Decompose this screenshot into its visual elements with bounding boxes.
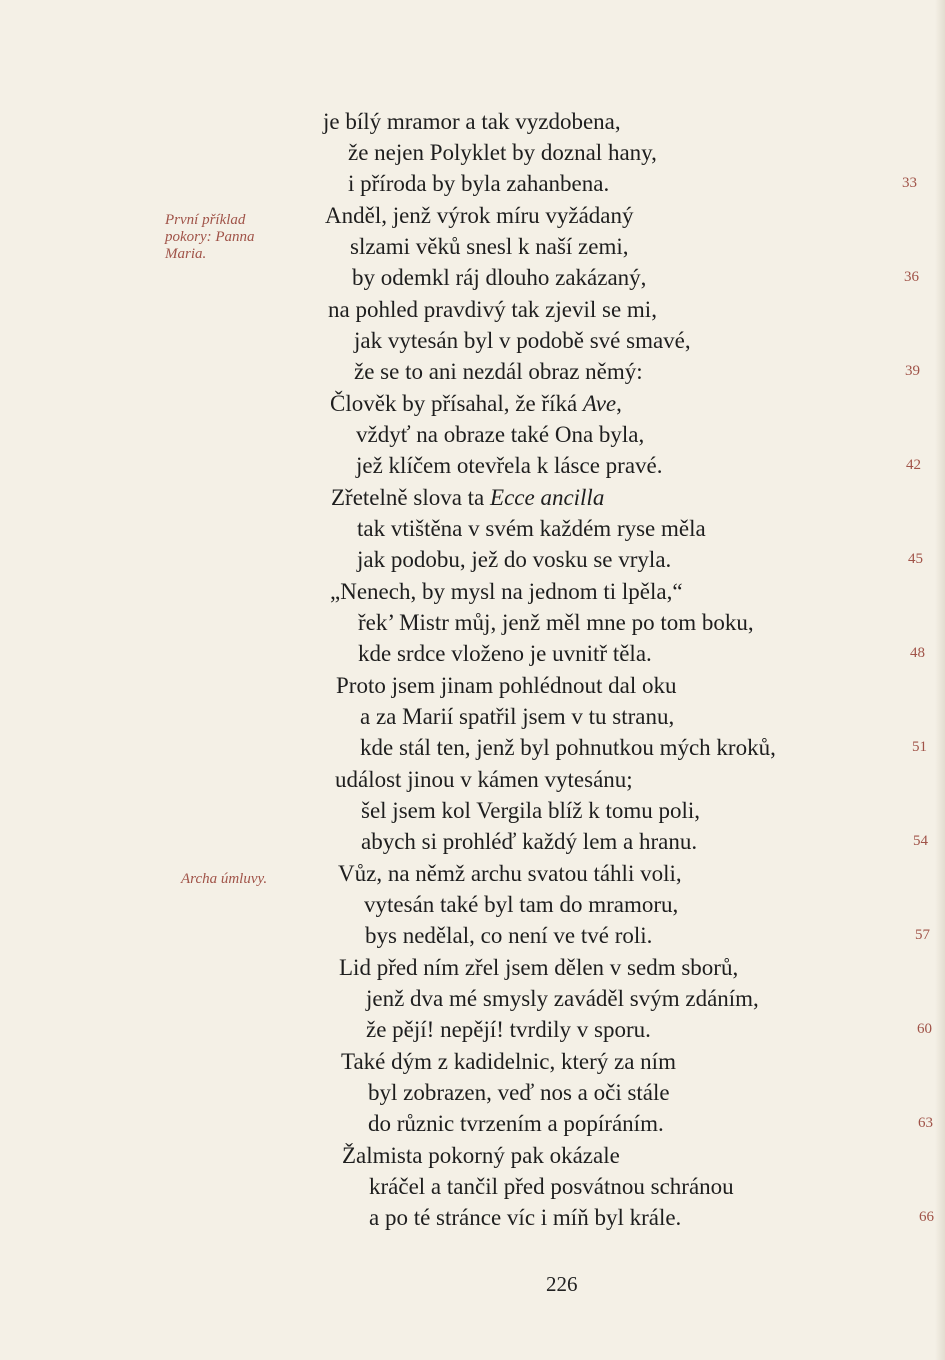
verse-line: Lid před ním zřel jsem dělen v sedm sborů,: [339, 955, 739, 980]
line-number: 33: [902, 175, 917, 191]
line-number: 60: [917, 1021, 932, 1037]
verse-line: Proto jsem jinam pohlédnout dal oku: [336, 673, 677, 698]
margin-gloss-mary: [165, 212, 255, 263]
verse-line: a po té stránce víc i míň byl krále.: [369, 1205, 682, 1230]
verse-line: kráčel a tančil před posvátnou schránou: [369, 1174, 734, 1199]
latin-phrase: Ecce ancilla: [490, 485, 605, 510]
verse-line: tak vtištěna v svém každém ryse měla: [357, 516, 706, 541]
verse-line: „Nenech, by mysl na jednom ti lpěla,“: [330, 579, 683, 604]
line-number: 54: [913, 833, 928, 849]
verse-line: byl zobrazen, veď nos a oči stále: [368, 1080, 670, 1105]
verse-line: jenž dva mé smysly zaváděl svým zdáním,: [366, 986, 759, 1011]
verse-line: slzami věků snesl k naší zemi,: [350, 234, 629, 259]
line-number: 39: [905, 363, 920, 379]
verse-line: Zřetelně slova ta Ecce ancilla: [331, 485, 605, 510]
page-number: 226: [546, 1272, 578, 1296]
verse-line: do různic tvrzením a popíráním.: [368, 1111, 664, 1136]
verse-line: a za Marií spatřil jsem v tu stranu,: [360, 704, 675, 729]
verse-line: i příroda by byla zahanbena.: [348, 171, 610, 196]
verse-line: událost jinou v kámen vytesánu;: [335, 767, 633, 792]
gloss-line: pokory: Panna: [165, 229, 255, 245]
verse-line: bys nedělal, co není ve tvé roli.: [365, 923, 653, 948]
verse-line: jež klíčem otevřela k lásce pravé.: [356, 453, 663, 478]
verse-line: je bílý mramor a tak vyzdobena,: [323, 109, 621, 134]
line-number: 66: [919, 1209, 934, 1225]
verse-line: by odemkl ráj dlouho zakázaný,: [352, 265, 647, 290]
verse-line: řek’ Mistr můj, jenž měl mne po tom boku,: [358, 610, 754, 635]
verse-line: jak vytesán byl v podobě své smavé,: [354, 328, 691, 353]
verse-line: že pějí! nepějí! tvrdily v sporu.: [366, 1017, 651, 1042]
verse-line: kde srdce vloženo je uvnitř těla.: [358, 641, 652, 666]
line-number: 48: [910, 645, 925, 661]
line-number: 42: [906, 457, 921, 473]
margin-gloss-ark: [181, 871, 267, 888]
verse-line: Vůz, na němž archu svatou táhli voli,: [338, 861, 682, 886]
verse-line: na pohled pravdivý tak zjevil se mi,: [328, 297, 657, 322]
line-number: 57: [915, 927, 930, 943]
line-number: 36: [904, 269, 919, 285]
verse-line: vytesán také byl tam do mramoru,: [364, 892, 679, 917]
verse-line: Žalmista pokorný pak okázale: [342, 1143, 620, 1168]
gloss-line: Maria.: [165, 246, 207, 262]
verse-line: Také dým z kadidelnic, který za ním: [341, 1049, 676, 1074]
verse-line: jak podobu, jež do vosku se vryla.: [357, 547, 672, 572]
page-edge: [935, 0, 945, 1360]
line-number: 63: [918, 1115, 933, 1131]
verse-line: kde stál ten, jenž byl pohnutkou mých kroků,: [360, 735, 776, 760]
verse-line: vždyť na obraze také Ona byla,: [356, 422, 645, 447]
gloss-line: První příklad: [165, 212, 246, 228]
verse-line: Člověk by přísahal, že říká Ave,: [330, 391, 622, 416]
verse-line: že se to ani nezdál obraz němý:: [354, 359, 643, 384]
line-number: 45: [908, 551, 923, 567]
verse-line: že nejen Polyklet by doznal hany,: [348, 140, 657, 165]
verse-line: Anděl, jenž výrok míru vyžádaný: [325, 203, 634, 228]
verse-line: šel jsem kol Vergila blíž k tomu poli,: [361, 798, 701, 823]
gloss-line: Archa úmluvy.: [181, 871, 268, 887]
line-number: 51: [912, 739, 927, 755]
latin-word: Ave: [582, 391, 617, 416]
verse-line: abych si prohléď každý lem a hranu.: [361, 829, 698, 854]
